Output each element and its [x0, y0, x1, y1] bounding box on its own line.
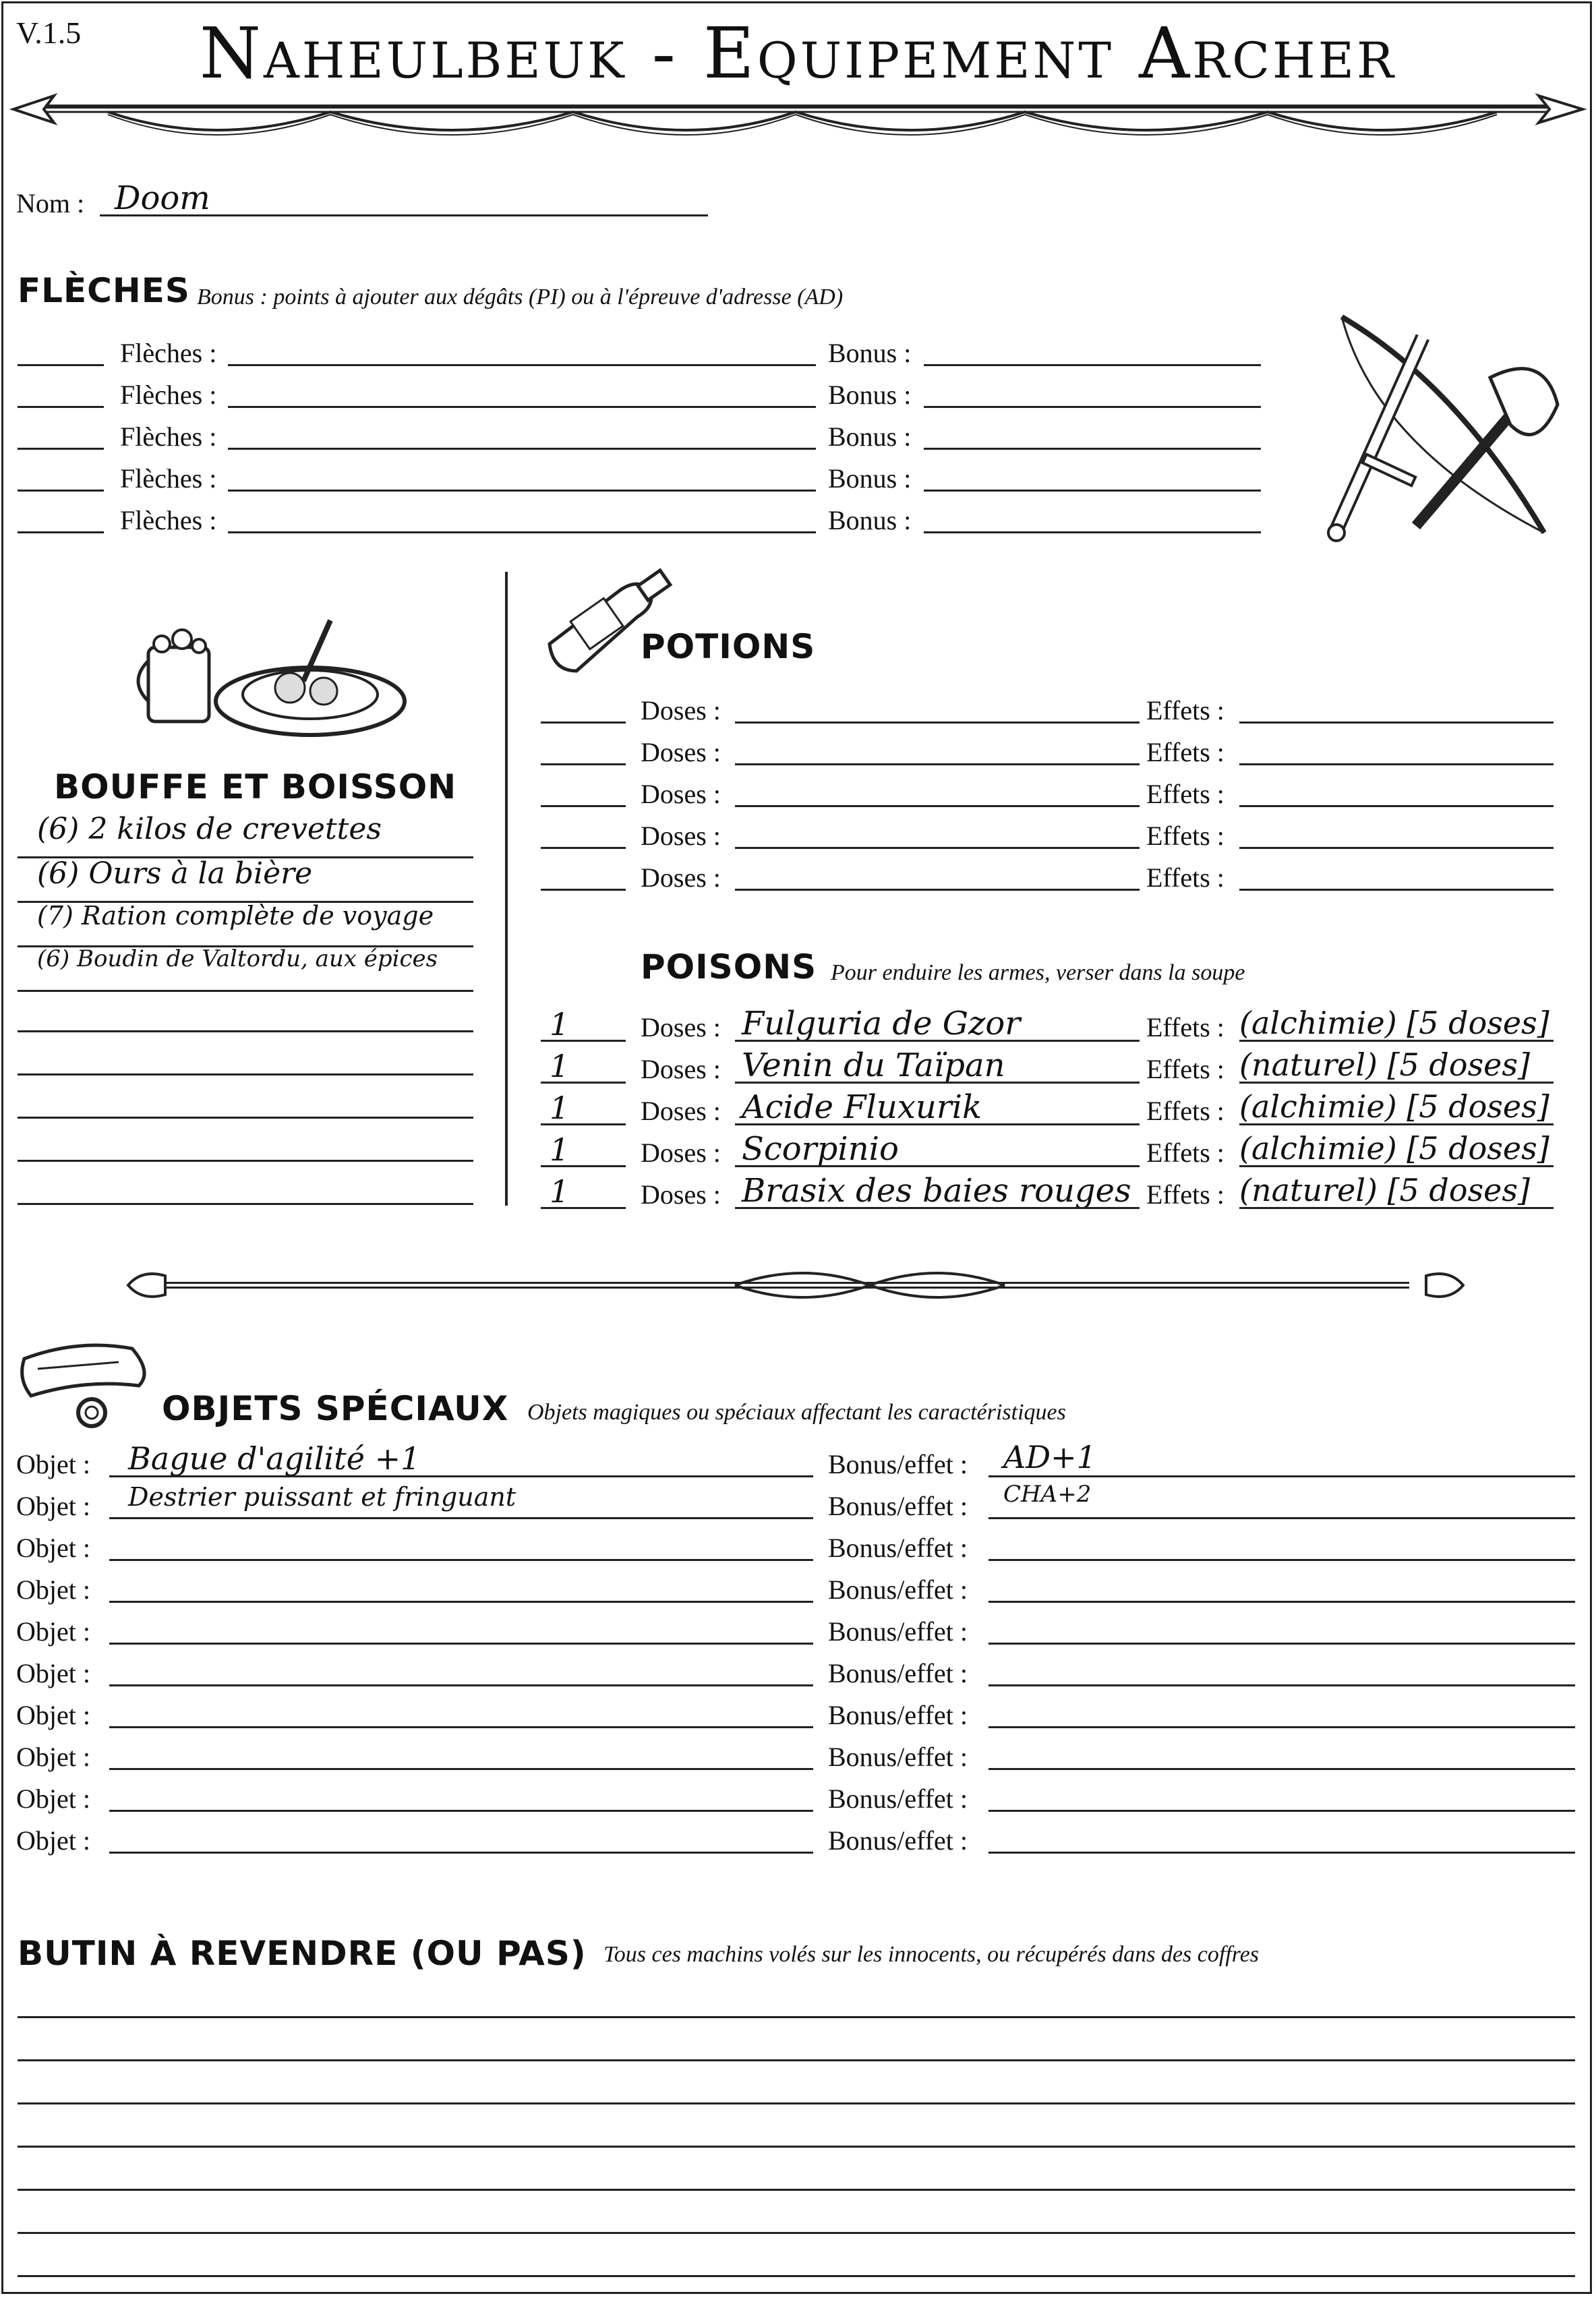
- bonus-effect-value[interactable]: AD+1: [1003, 1439, 1096, 1475]
- poison-name-line[interactable]: [735, 1165, 1140, 1167]
- bonus-effect-line[interactable]: [988, 1601, 1575, 1603]
- poisons-section-title: POISONS: [641, 947, 817, 986]
- arrow-bonus-line[interactable]: [924, 364, 1261, 366]
- poison-name[interactable]: Fulguria de Gzor: [742, 1005, 1021, 1042]
- arrow-type-line[interactable]: [228, 490, 816, 492]
- potion-effects-label: Effets :: [1146, 737, 1224, 767]
- arrow-type-line[interactable]: [228, 406, 816, 408]
- poison-doses-label: Doses :: [641, 1054, 721, 1084]
- loot-line[interactable]: [18, 2016, 1575, 2018]
- potion-doses-label: Doses :: [641, 737, 721, 767]
- name-value[interactable]: Doom: [115, 179, 210, 217]
- weapons-icon: [1322, 310, 1564, 553]
- potion-effects-line[interactable]: [1239, 805, 1554, 807]
- food-item[interactable]: (6) Ours à la bière: [37, 856, 313, 891]
- object-label: Objet :: [16, 1616, 90, 1647]
- poison-effect[interactable]: (naturel) [5 doses]: [1239, 1047, 1530, 1083]
- arrow-bonus-label: Bonus :: [828, 421, 912, 452]
- potion-doses-label: Doses :: [641, 821, 721, 851]
- arrow-bonus-line[interactable]: [924, 448, 1261, 450]
- potion-doses-label: Doses :: [641, 779, 721, 809]
- arrow-quantity-line[interactable]: [18, 490, 104, 492]
- poison-effects-line[interactable]: [1239, 1040, 1554, 1042]
- arrow-quantity-line[interactable]: [18, 448, 104, 450]
- bonus-effect-label: Bonus/effet :: [828, 1784, 968, 1814]
- scroll-ring-icon: [18, 1332, 166, 1433]
- loot-line[interactable]: [18, 2275, 1575, 2277]
- object-label: Objet :: [16, 1533, 90, 1563]
- loot-line[interactable]: [18, 2102, 1575, 2104]
- potion-effects-line[interactable]: [1239, 889, 1554, 891]
- potion-quantity-line[interactable]: [541, 721, 626, 724]
- object-value[interactable]: Bague d'agilité +1: [128, 1440, 421, 1477]
- arrow-row-label: Flèches :: [120, 338, 217, 368]
- poison-name-line[interactable]: [735, 1040, 1140, 1042]
- poison-name[interactable]: Scorpinio: [742, 1130, 899, 1168]
- arrow-row-label: Flèches :: [120, 421, 217, 452]
- object-label: Objet :: [16, 1700, 90, 1730]
- poison-effects-label: Effets :: [1146, 1012, 1224, 1042]
- food-item[interactable]: (6) Boudin de Valtordu, aux épices: [37, 945, 438, 972]
- potions-section-title: POTIONS: [641, 627, 816, 666]
- food-item[interactable]: (7) Ration complète de voyage: [37, 901, 434, 931]
- potion-effects-line[interactable]: [1239, 763, 1554, 765]
- special-note: Objets magiques ou spéciaux affectant les caractéristiques: [527, 1400, 1066, 1425]
- bonus-effect-label: Bonus/effet :: [828, 1825, 968, 1856]
- arrow-type-line[interactable]: [228, 448, 816, 450]
- arrow-bonus-line[interactable]: [924, 406, 1261, 408]
- arrow-quantity-line[interactable]: [18, 364, 104, 366]
- loot-line[interactable]: [18, 2232, 1575, 2234]
- bonus-effect-line[interactable]: [988, 1726, 1575, 1728]
- arrow-type-line[interactable]: [228, 531, 816, 533]
- object-line[interactable]: [109, 1852, 813, 1854]
- poison-name-line[interactable]: [735, 1207, 1140, 1209]
- poison-quantity-line[interactable]: [541, 1040, 626, 1042]
- poison-effect[interactable]: (alchimie) [5 doses]: [1239, 1088, 1549, 1125]
- food-item[interactable]: (6) 2 kilos de crevettes: [37, 812, 382, 846]
- loot-line[interactable]: [18, 2189, 1575, 2191]
- arrow-divider-icon: [13, 81, 1583, 148]
- potion-name-line[interactable]: [735, 721, 1140, 724]
- bonus-effect-line[interactable]: [988, 1852, 1575, 1854]
- poison-doses-label: Doses :: [641, 1179, 721, 1210]
- poison-effect[interactable]: (alchimie) [5 doses]: [1239, 1005, 1549, 1041]
- object-label: Objet :: [16, 1742, 90, 1772]
- potion-quantity-line[interactable]: [541, 847, 626, 849]
- potion-name-line[interactable]: [735, 847, 1140, 849]
- food-line[interactable]: [18, 1073, 473, 1076]
- poison-effects-label: Effets :: [1146, 1096, 1224, 1126]
- object-line[interactable]: [109, 1726, 813, 1728]
- object-line[interactable]: [109, 1684, 813, 1686]
- bonus-effect-line[interactable]: [988, 1475, 1575, 1477]
- food-line[interactable]: [18, 1203, 473, 1205]
- poison-effects-label: Effets :: [1146, 1054, 1224, 1084]
- object-line[interactable]: [109, 1601, 813, 1603]
- poison-name-line[interactable]: [735, 1082, 1140, 1084]
- loot-line[interactable]: [18, 2059, 1575, 2061]
- potion-name-line[interactable]: [735, 889, 1140, 891]
- poison-effects-line[interactable]: [1239, 1123, 1554, 1125]
- poison-effects-label: Effets :: [1146, 1138, 1224, 1168]
- potion-effects-line[interactable]: [1239, 721, 1554, 724]
- potion-name-line[interactable]: [735, 763, 1140, 765]
- potion-doses-label: Doses :: [641, 695, 721, 726]
- poison-quantity-line[interactable]: [541, 1207, 626, 1209]
- poison-quantity[interactable]: 1: [550, 1131, 570, 1168]
- arrow-row-label: Flèches :: [120, 505, 217, 535]
- arrow-row-label: Flèches :: [120, 463, 217, 494]
- arrow-row-label: Flèches :: [120, 380, 217, 410]
- arrow-bonus-label: Bonus :: [828, 338, 912, 368]
- poisons-note: Pour enduire les armes, verser dans la soupe: [831, 960, 1245, 985]
- arrow-bonus-line[interactable]: [924, 490, 1261, 492]
- bonus-effect-line[interactable]: [988, 1684, 1575, 1686]
- object-value[interactable]: Destrier puissant et fringuant: [128, 1482, 516, 1512]
- potion-name-line[interactable]: [735, 805, 1140, 807]
- special-section-title: OBJETS SPÉCIAUX: [162, 1389, 509, 1428]
- poison-quantity[interactable]: 1: [550, 1173, 570, 1210]
- poison-doses-label: Doses :: [641, 1012, 721, 1042]
- arrows-note: Bonus : points à ajouter aux dégâts (PI) ou à l'épreuve d'adresse (AD): [197, 285, 844, 310]
- loot-line[interactable]: [18, 2146, 1575, 2148]
- food-line[interactable]: [18, 1030, 473, 1032]
- poison-quantity[interactable]: 1: [550, 1006, 570, 1042]
- version-label: V.1.5: [16, 16, 82, 50]
- bonus-effect-label: Bonus/effet :: [828, 1491, 968, 1521]
- poison-effects-line[interactable]: [1239, 1082, 1554, 1084]
- food-line[interactable]: [18, 990, 473, 992]
- potion-effects-label: Effets :: [1146, 862, 1224, 893]
- poison-effects-line[interactable]: [1239, 1165, 1554, 1167]
- page-title: Naheulbeuk - Equipement Archer: [200, 12, 1396, 94]
- object-label: Objet :: [16, 1574, 90, 1605]
- potion-effects-label: Effets :: [1146, 695, 1224, 726]
- bonus-effect-value[interactable]: CHA+2: [1003, 1481, 1092, 1508]
- food-line[interactable]: [18, 1117, 473, 1119]
- bonus-effect-line[interactable]: [988, 1643, 1575, 1645]
- bonus-effect-label: Bonus/effet :: [828, 1533, 968, 1563]
- bonus-effect-label: Bonus/effet :: [828, 1742, 968, 1772]
- poison-quantity[interactable]: 1: [550, 1048, 570, 1084]
- potion-effects-label: Effets :: [1146, 821, 1224, 851]
- object-line[interactable]: [109, 1643, 813, 1645]
- object-label: Objet :: [16, 1784, 90, 1814]
- arrow-quantity-line[interactable]: [18, 406, 104, 408]
- potion-quantity-line[interactable]: [541, 763, 626, 765]
- potion-quantity-line[interactable]: [541, 889, 626, 891]
- object-line[interactable]: [109, 1559, 813, 1561]
- poison-effects-line[interactable]: [1239, 1207, 1554, 1209]
- bonus-effect-line[interactable]: [988, 1559, 1575, 1561]
- arrow-bonus-line[interactable]: [924, 531, 1261, 533]
- poison-name[interactable]: Venin du Taïpan: [742, 1047, 1005, 1084]
- loot-section-title: BUTIN À REVENDRE (OU PAS): [18, 1934, 587, 1973]
- potion-doses-label: Doses :: [641, 862, 721, 893]
- staff-divider-icon: [128, 1261, 1463, 1308]
- poison-quantity-line[interactable]: [541, 1123, 626, 1125]
- poison-quantity[interactable]: 1: [550, 1090, 570, 1126]
- potion-effects-label: Effets :: [1146, 779, 1224, 809]
- poison-effects-label: Effets :: [1146, 1179, 1224, 1210]
- bonus-effect-line[interactable]: [988, 1517, 1575, 1519]
- potion-quantity-line[interactable]: [541, 805, 626, 807]
- loot-note: Tous ces machins volés sur les innocents, ou récupérés dans des coffres: [603, 1942, 1260, 1967]
- object-label: Objet :: [16, 1658, 90, 1688]
- food-section-title: BOUFFE ET BOISSON: [54, 767, 457, 806]
- bonus-effect-line[interactable]: [988, 1768, 1575, 1770]
- poison-name[interactable]: Acide Fluxurik: [742, 1088, 982, 1126]
- poison-effect[interactable]: (naturel) [5 doses]: [1239, 1172, 1530, 1208]
- bonus-effect-label: Bonus/effet :: [828, 1658, 968, 1688]
- food-line[interactable]: [18, 1160, 473, 1162]
- arrow-bonus-label: Bonus :: [828, 505, 912, 535]
- object-label: Objet :: [16, 1491, 90, 1521]
- column-divider: [505, 572, 508, 1206]
- arrows-section-title: FLÈCHES: [18, 271, 190, 310]
- object-line[interactable]: [109, 1517, 813, 1519]
- poison-doses-label: Doses :: [641, 1138, 721, 1168]
- object-line[interactable]: [109, 1475, 813, 1477]
- poison-effect[interactable]: (alchimie) [5 doses]: [1239, 1130, 1549, 1167]
- poison-quantity-line[interactable]: [541, 1082, 626, 1084]
- poison-name-line[interactable]: [735, 1123, 1140, 1125]
- object-line[interactable]: [109, 1810, 813, 1812]
- poison-name[interactable]: Brasix des baies rouges: [742, 1172, 1131, 1210]
- object-label: Objet :: [16, 1449, 90, 1479]
- potion-effects-line[interactable]: [1239, 847, 1554, 849]
- arrow-bonus-label: Bonus :: [828, 463, 912, 494]
- bonus-effect-line[interactable]: [988, 1810, 1575, 1812]
- arrow-type-line[interactable]: [228, 364, 816, 366]
- arrow-quantity-line[interactable]: [18, 531, 104, 533]
- name-label: Nom :: [16, 188, 85, 218]
- bonus-effect-label: Bonus/effet :: [828, 1574, 968, 1605]
- object-line[interactable]: [109, 1768, 813, 1770]
- object-label: Objet :: [16, 1825, 90, 1856]
- bonus-effect-label: Bonus/effet :: [828, 1616, 968, 1647]
- poison-doses-label: Doses :: [641, 1096, 721, 1126]
- food-icon: [135, 607, 405, 742]
- bonus-effect-label: Bonus/effet :: [828, 1700, 968, 1730]
- poison-quantity-line[interactable]: [541, 1165, 626, 1167]
- bonus-effect-label: Bonus/effet :: [828, 1449, 968, 1479]
- arrow-bonus-label: Bonus :: [828, 380, 912, 410]
